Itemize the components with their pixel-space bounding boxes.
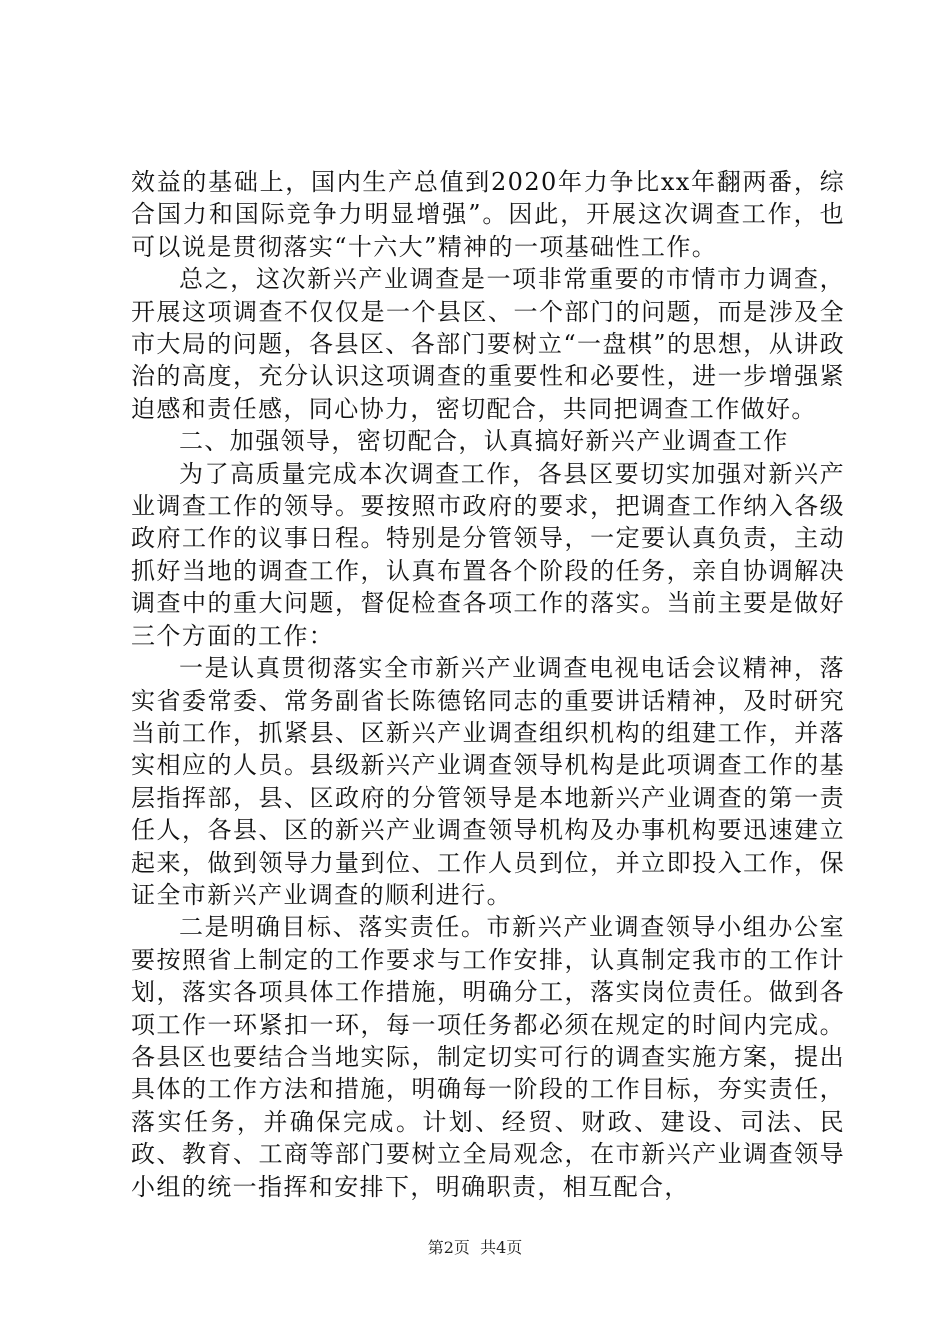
page-number-label: 第2页 共4页	[427, 1238, 523, 1257]
paragraph: 效益的基础上，国内生产总值到2020年力争比xx年翻两番，综合国力和国际竞争力明显增强”。因此，开展这次调查工作，也可以说是贯彻落实“十六大”精神的一项基础性工作。	[131, 168, 845, 261]
paragraph: 为了高质量完成本次调查工作，各县区要切实加强对新兴产业调查工作的领导。要按照市政府的要求，把调查工作纳入各级政府工作的议事日程。特别是分管领导，一定要认真负责，主动抓好当地的调查工作，认真布置各个阶段的任务，亲自协调解决调查中的重大问题，督促检查各项工作的落实。当前主要是做好三个方面的工作：	[131, 459, 845, 650]
section-heading: 二、加强领导，密切配合，认真搞好新兴产业调查工作	[179, 427, 789, 456]
paragraph: 一是认真贯彻落实全市新兴产业调查电视电话会议精神，落实省委常委、常务副省长陈德铭同志的重要讲话精神，及时研究当前工作，抓紧县、区新兴产业调查组织机构的组建工作，并落实相应的人员。县级新兴产业调查领导机构是此项调查工作的基层指挥部，县、区政府的分管领导是本地新兴产业调查的第一责任人，各县、区的新兴产业调查领导机构及办事机构要迅速建立起来，做到领导力量到位、工作人员到位，并立即投入工作，保证全市新兴产业调查的顺利进行。	[131, 654, 845, 909]
page-footer	[0, 1235, 950, 1258]
document-body	[131, 166, 845, 1203]
paragraph: 二是明确目标、落实责任。市新兴产业调查领导小组办公室要按照省上制定的工作要求与工作安排，认真制定我市的工作计划，落实各项具体工作措施，明确分工，落实岗位责任。做到各项工作一环紧扣一环，每一项任务都必须在规定的时间内完成。各县区也要结合当地实际，制定切实可行的调查实施方案，提出具体的工作方法和措施，明确每一阶段的工作目标，夯实责任，落实任务，并确保完成。计划、经贸、财政、建设、司法、民政、教育、工商等部门要树立全局观念，在市新兴产业调查领导小组的统一指挥和安排下，明确职责，相互配合，	[131, 913, 845, 1201]
paragraph: 总之，这次新兴产业调查是一项非常重要的市情市力调查，开展这项调查不仅仅是一个县区、一个部门的问题，而是涉及全市大局的问题，各县区、各部门要树立“一盘棋”的思想，从讲政治的高度，充分认识这项调查的重要性和必要性，进一步增强紧迫感和责任感，同心协力，密切配合，共同把调查工作做好。	[131, 265, 845, 423]
